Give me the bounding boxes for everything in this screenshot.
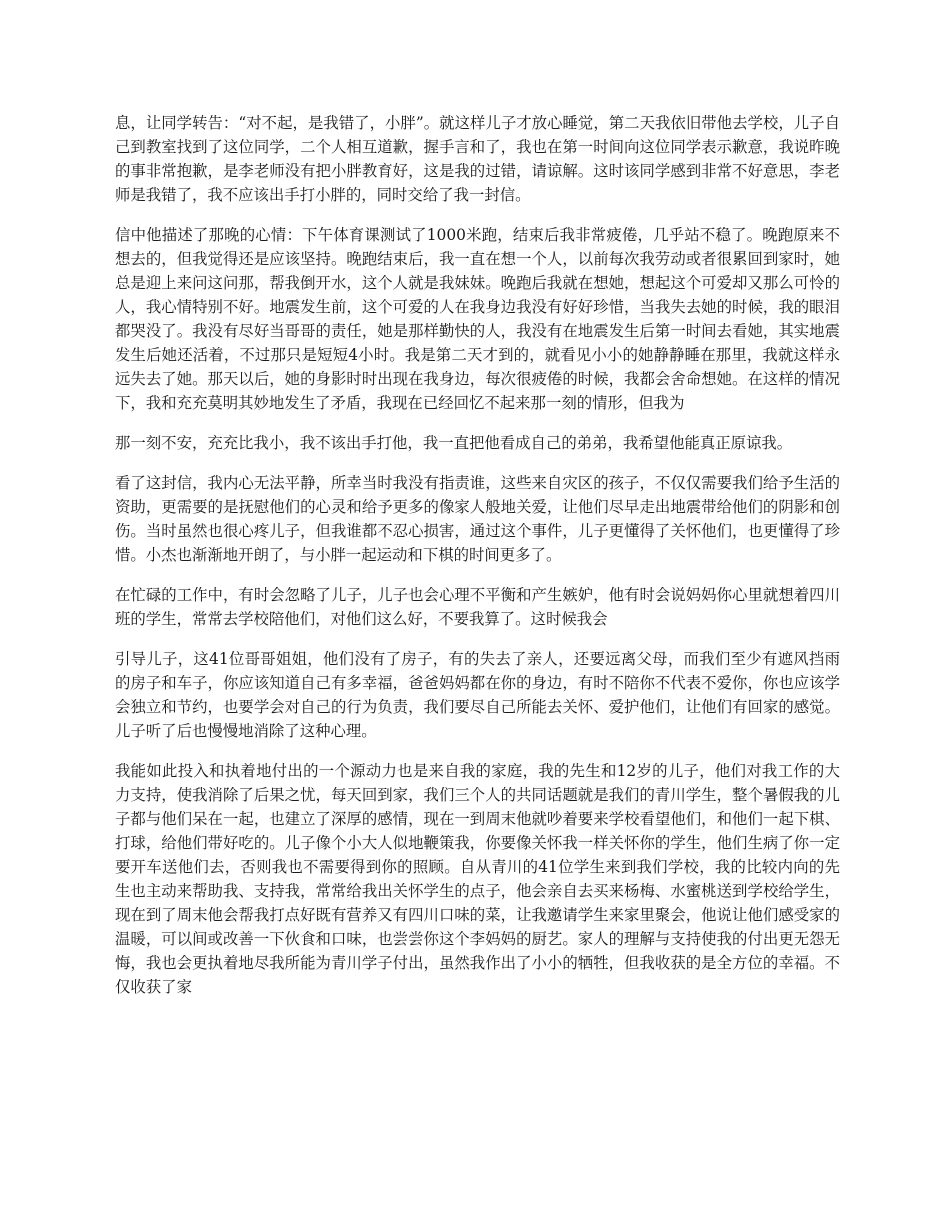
paragraph-3: 那一刻不安，充充比我小，我不该出手打他，我一直把他看成自己的弟弟，我希望他能真正原谅我。 xyxy=(115,434,793,452)
document-page xyxy=(115,111,840,1015)
paragraph-1: 息，让同学转告：“对不起，是我错了，小胖”。就这样儿子才放心睡觉，第二天我依旧带他去学校，儿子自己到教室找到了这位同学，二个人相互道歉，握手言和了，我也在第一时间向这位同学表示歉意，我说昨晚的事非常抱歉，是李老师没有把小胖教育好，这是我的过错，请谅解。这时该同学感到非常不好意思，李老师是我错了，我不应该出手打小胖的，同时交给了我一封信。 xyxy=(115,114,840,204)
paragraph-2: 信中他描述了那晚的心情：下午体育课测试了1000米跑，结束后我非常疲倦，几乎站不稳了。晚跑原来不想去的，但我觉得还是应该坚持。晚跑结束后，我一直在想一个人，以前每次我劳动或者很累回到家时，她总是迎上来问这问那，帮我倒开水，这个人就是我妹妹。晚跑后我就在想她，想起这个可爱却又那么可怜的人，我心情特别不好。地震发生前，这个可爱的人在我身边我没有好好珍惜，当我失去她的时候，我的眼泪都哭没了。我没有尽好当哥哥的责任，她是那样勤快的人，我没有在地震发生后第一时间去看她，其实地震发生后她还活着，不过那只是短短4小时。我是第二天才到的，就看见小小的她静静睡在那里，我就这样永远失去了她。那天以后，她的身影时时出现在我身边，每次很疲倦的时候，我都会舍命想她。在这样的情况下，我和充充莫明其妙地发生了矛盾，我现在已经回忆不起来那一刻的情形，但我为 xyxy=(115,226,840,412)
paragraph-4: 看了这封信，我内心无法平静，所幸当时我没有指责谁，这些来自灾区的孩子，不仅仅需要我们给予生活的资助，更需要的是抚慰他们的心灵和给予更多的像家人般地关爱，让他们尽早走出地震带给他们的阴影和创伤。当时虽然也很心疼儿子，但我谁都不忍心损害，通过这个事件，儿子更懂得了关怀他们，也更懂得了珍惜。小杰也渐渐地开朗了，与小胖一起运动和下棋的时间更多了。 xyxy=(115,474,840,564)
paragraph-5: 在忙碌的工作中，有时会忽略了儿子，儿子也会心理不平衡和产生嫉妒，他有时会说妈妈你心里就想着四川班的学生，常常去学校陪他们，对他们这么好，不要我算了。这时候我会 xyxy=(115,586,840,628)
paragraph-6: 引导儿子，这41位哥哥姐姐，他们没有了房子，有的失去了亲人，还要远离父母，而我们至少有遮风挡雨的房子和车子，你应该知道自己有多幸福，爸爸妈妈都在你的身边，有时不陪你不代表不爱你，你也应该学会独立和节约，也要学会对自己的行为负责，我们要尽自己所能去关怀、爱护他们，让他们有回家的感觉。儿子听了后也慢慢地消除了这种心理。 xyxy=(115,650,840,740)
paragraph-7: 我能如此投入和执着地付出的一个源动力也是来自我的家庭，我的先生和12岁的儿子，他们对我工作的大力支持，使我消除了后果之忧，每天回到家，我们三个人的共同话题就是我们的青川学生，整个暑假我的儿子都与他们呆在一起，也建立了深厚的感情，现在一到周末他就吵着要来学校看望他们，和他们一起下棋、打球，给他们带好吃的。儿子像个小大人似地鞭策我，你要像关怀我一样关怀你的学生，他们生病了你一定要开车送他们去，否则我也不需要得到你的照顾。自从青川的41位学生来到我们学校，我的比较内向的先生也主动来帮助我、支持我，常常给我出关怀学生的点子，他会亲自去买来杨梅、水蜜桃送到学校给学生，现在到了周末他会帮我打点好既有营养又有四川口味的菜，让我邀请学生来家里聚会，他说让他们感受家的温暖，可以间或改善一下伙食和口味，也尝尝你这个李妈妈的厨艺。家人的理解与支持使我的付出更无怨无悔，我也会更执着地尽我所能为青川学子付出，虽然我作出了小小的牺牲，但我收获的是全方位的幸福。不仅收获了家 xyxy=(115,762,840,996)
